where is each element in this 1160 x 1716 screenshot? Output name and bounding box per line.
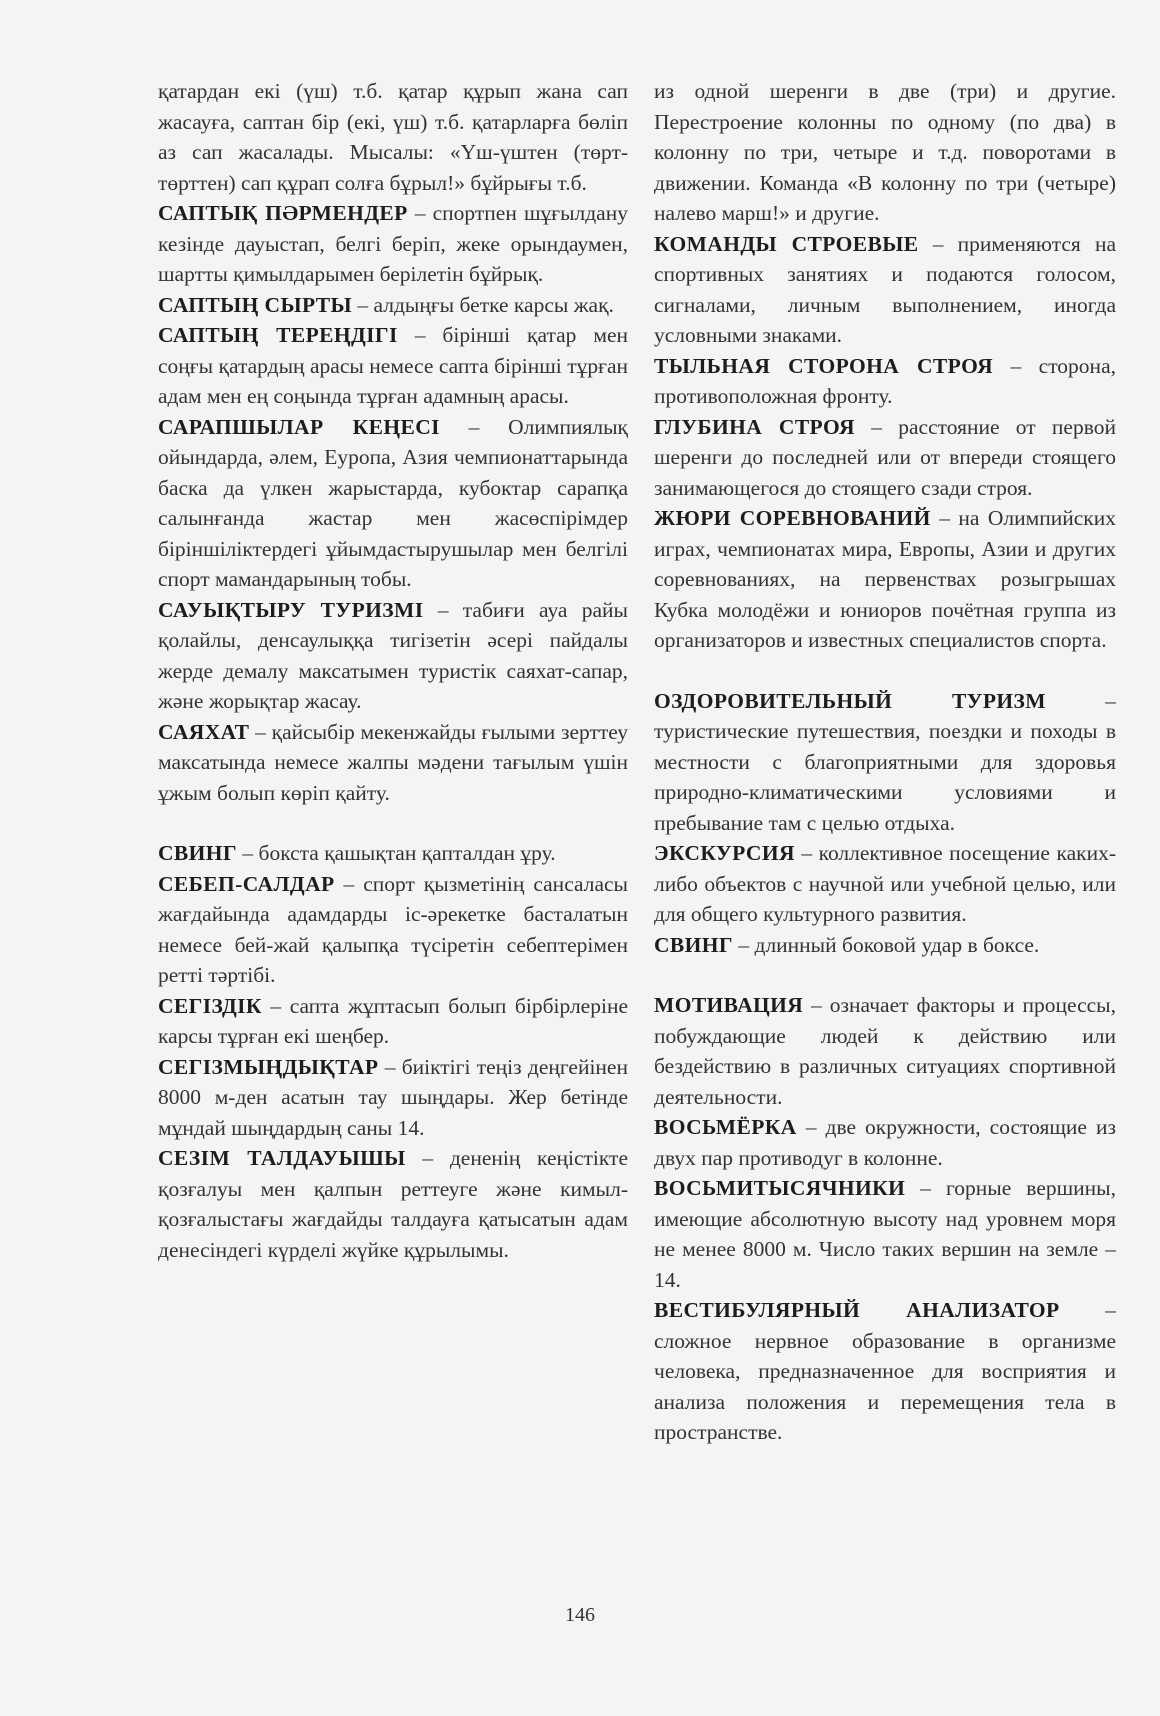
entry-term: САПТЫҚ ПӘРМЕНДЕР xyxy=(158,201,408,225)
entry-term: СЕЗІМ ТАЛДАУЫШЫ xyxy=(158,1146,406,1170)
entry-term: ГЛУБИНА СТРОЯ xyxy=(654,414,855,439)
entry-definition: – сторона, противоположная фронту. xyxy=(654,353,1116,408)
entry-term: ВЕСТИБУЛЯРНЫЙ АНАЛИЗАТОР xyxy=(654,1298,1060,1322)
dictionary-entry xyxy=(654,1173,1116,1295)
entry-definition: – коллективное посещение каких-либо объектов с научной или учебной целью, или для общего культурного развития. xyxy=(654,841,1116,926)
page-number: 146 xyxy=(565,1604,595,1626)
left-column-kazakh xyxy=(158,76,628,1265)
entry-definition: – применяются на спортивных занятиях и подаются голосом, сигналами, личным выполнением, иногда условными знаками. xyxy=(654,231,1116,347)
entry-definition: – дененің кеңістікте қозғалуы мен қалпын реттеуге және кимыл-қозғалыстағы жағдайды талдауға қатысатын адам денесіндегі күрделі жүйке құрылымы. xyxy=(158,1146,628,1262)
dictionary-entry xyxy=(654,838,1116,930)
entry-definition: – қайсыбір мекенжайды ғылыми зерттеу максатында немесе жалпы мәдени тағылым үшін ұжым болып көріп қайту. xyxy=(158,719,628,805)
entry-term: САРАПШЫЛАР КЕҢЕСІ xyxy=(158,414,440,439)
entry-term: САПТЫҢ ТЕРЕҢДІГІ xyxy=(158,323,398,347)
dictionary-entry xyxy=(654,990,1116,1112)
dictionary-entry xyxy=(654,412,1116,504)
entry-definition: – спорт қызметінің сансаласы жағдайында адамдарды іс-әрекетке басталатын немесе бей-жай қалыпқа түсіретін себептерімен ретті тәртібі. xyxy=(158,871,628,987)
dictionary-entry xyxy=(158,717,628,809)
entry-definition: – биіктігі теңіз деңгейінен 8000 м-ден асатын тау шыңдары. Жер бетінде мұндай шыңдардың саны 14. xyxy=(158,1054,628,1140)
entry-term: ТЫЛЬНАЯ СТОРОНА СТРОЯ xyxy=(654,353,994,378)
dictionary-entry xyxy=(654,76,1116,229)
entry-term: САУЫҚТЫРУ ТУРИЗМІ xyxy=(158,597,424,622)
entry-definition: – сапта жұптасып болып бірбірлеріне карсы тұрған екі шеңбер. xyxy=(158,993,628,1048)
dictionary-entry xyxy=(654,1112,1116,1173)
dictionary-entry xyxy=(158,320,628,412)
entry-term: САЯХАТ xyxy=(158,719,250,744)
dictionary-entry xyxy=(158,1143,628,1265)
entry-term: СЕГІЗДІК xyxy=(158,993,262,1018)
entry-term: ВОСЬМЁРКА xyxy=(654,1115,797,1139)
entry-term: ЖЮРИ СОРЕВНОВАНИЙ xyxy=(654,506,931,530)
entry-definition: – туристические путешествия, поездки и походы в местности с благоприятными для здоровья природно-климатическими условиями и пребывание там с целью отдыха. xyxy=(654,688,1116,835)
dictionary-entry xyxy=(654,229,1116,351)
dictionary-entry xyxy=(158,595,628,717)
entry-definition: – расстояние от первой шеренги до последней или от впереди стоящего занимающегося до стоящего сзади строя. xyxy=(654,414,1116,500)
dictionary-entry xyxy=(158,991,628,1052)
dictionary-entry xyxy=(158,198,628,290)
entry-definition: – спортпен шұғылдану кезінде дауыстап, белгі беріп, жеке орындаумен, шартты қимылдарымен берілетін бұйрық. xyxy=(158,201,628,286)
entry-definition: – означает факторы и процессы, побуждающие людей к действию или бездействию в различных ситуациях спортивной деятельности. xyxy=(654,993,1116,1109)
dictionary-entry xyxy=(654,503,1116,656)
dictionary-entry xyxy=(158,1052,628,1144)
entry-term: МОТИВАЦИЯ xyxy=(654,993,804,1017)
dictionary-entry xyxy=(654,930,1116,961)
entry-definition: – длинный боковой удар в боксе. xyxy=(733,932,1040,957)
entry-definition: – на Олимпийских играх, чемпионатах мира, Европы, Азии и других соревнованиях, на первенствах розыгрышах Кубка молодёжи и юниоров почётная группа из организаторов и известных специалистов спорта. xyxy=(654,506,1116,652)
entry-term: ОЗДОРОВИТЕЛЬНЫЙ ТУРИЗМ xyxy=(654,688,1046,713)
entry-term: СЕГІЗМЫҢДЫҚТАР xyxy=(158,1054,379,1079)
entry-definition: – две окружности, состоящие из двух пар противодуг в колонне. xyxy=(654,1115,1116,1170)
entry-term: ВОСЬМИТЫСЯЧНИКИ xyxy=(654,1176,906,1200)
entry-definition: – горные вершины, имеющие абсолютную высоту над уровнем моря не менее 8000 м. Число таких вершин на земле – 14. xyxy=(654,1176,1116,1292)
dictionary-entry xyxy=(158,290,628,321)
entry-term: ЭКСКУРСИЯ xyxy=(654,841,795,865)
dictionary-entry xyxy=(158,838,628,869)
entry-definition: – табиғи ауа райы қолайлы, денсаулыққа тигізетін әсері пайдалы жерде демалу максатымен туристік саяхат-сапар, және жорықтар жасау. xyxy=(158,597,628,713)
entry-definition: – Олимпиялық ойындарда, әлем, Еуропа, Азия чемпионаттарында баска да үлкен жарыстарда, кубоктар сарапқа салынғанда жастар мен жасөспірімдер біріншіліктердегі ұйымдастырушылар мен белгілі спорт мамандарының тобы. xyxy=(158,414,629,591)
entry-term: СВИНГ xyxy=(654,932,733,957)
entry-definition: қатардан екі (үш) т.б. қатар құрып жана сап жасауға, саптан бір (екі, үш) т.б. қатарларға бөліп аз сап жасалады. Мысалы: «Үш-үштен (төрт-төрттен) сап құрап солға бұрыл!» бұйрығы т.б. xyxy=(158,79,628,195)
entry-definition: – бокста қашықтан қапталдан ұру. xyxy=(237,841,556,865)
entry-definition: – бірінші қатар мен соңғы қатардың арасы немесе сапта бірінші тұрған адам мен ең соңында тұрған адамның арасы. xyxy=(158,323,629,408)
entry-term: СВИНГ xyxy=(158,841,237,865)
entry-term: КОМАНДЫ СТРОЕВЫЕ xyxy=(654,231,919,256)
entry-definition: – сложное нервное образование в организме человека, предназначенное для восприятия и анализа положения и перемещения тела в пространстве. xyxy=(654,1298,1116,1444)
dictionary-entry xyxy=(158,76,628,198)
dictionary-entry xyxy=(158,869,628,991)
dictionary-entry xyxy=(158,412,628,595)
entry-term: СЕБЕП-САЛДАР xyxy=(158,871,335,896)
dictionary-entry xyxy=(654,351,1116,412)
right-column-russian xyxy=(654,76,1116,1448)
entry-definition: из одной шеренги в две (три) и другие. Перестроение колонны по одному (по два) в колонну по три, четыре и т.д. поворотами в движении. Команда «В колонну по три (четыре) налево марш!» и другие. xyxy=(654,79,1116,225)
entry-term: САПТЫҢ СЫРТЫ xyxy=(158,292,353,317)
entry-definition: – алдыңғы бетке карсы жақ. xyxy=(352,292,614,317)
dictionary-entry xyxy=(654,686,1116,839)
dictionary-entry xyxy=(654,1295,1116,1448)
